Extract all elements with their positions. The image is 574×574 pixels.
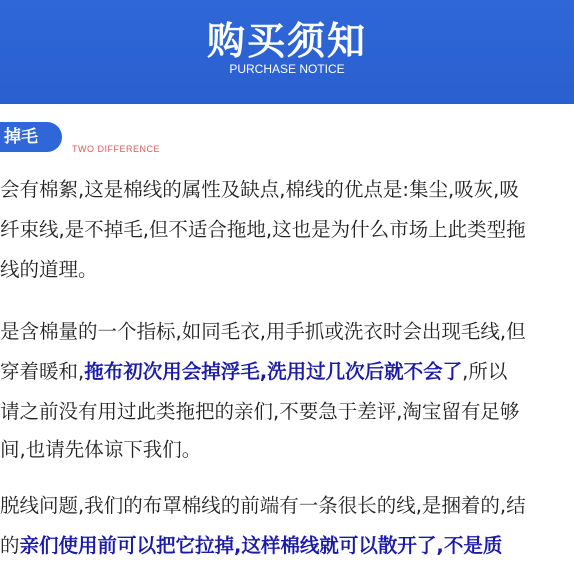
text-line-highlighted <box>0 530 574 558</box>
text-line: 会有棉絮,这是棉线的属性及缺点,棉线的优点是:集尘,吸灰,吸 <box>0 178 519 201</box>
highlight-text: 亲们使用前可以把它拉掉,这样棉线就可以散开了,不是质 <box>19 534 503 557</box>
text-line: 纤束线,是不掉毛,但不适合拖地,这也是为什么市场上此类型拖 <box>0 218 526 241</box>
section-tag <box>0 122 62 152</box>
text-line: 脱线问题,我们的布罩棉线的前端有一条很长的线,是捆着的,结 <box>0 494 526 517</box>
text-line: 是含棉量的一个指标,如同毛衣,用手抓或洗衣时会出现毛线,但 <box>0 320 526 343</box>
text-line-highlighted <box>0 356 574 384</box>
page-subtitle: PURCHASE NOTICE <box>229 62 345 76</box>
text-span: 的 <box>0 534 20 557</box>
page-title: 购买须知 <box>206 19 367 63</box>
section-tag-subtitle: TWO DIFFERENCE <box>72 144 160 154</box>
text-line: 间,也请先体谅下我们。 <box>0 438 202 461</box>
text-line: 线的道理。 <box>0 258 98 281</box>
text-line: 请之前没有用过此类拖把的亲们,不要急于差评,淘宝留有足够 <box>0 400 520 423</box>
text-span: ,所以 <box>462 360 508 383</box>
highlight-text: 拖布初次用会掉浮毛,洗用过几次后就不会了 <box>84 360 463 383</box>
section-tag-label: 掉毛 <box>4 127 38 147</box>
header-banner <box>0 0 574 104</box>
text-span: 穿着暖和, <box>0 360 85 383</box>
